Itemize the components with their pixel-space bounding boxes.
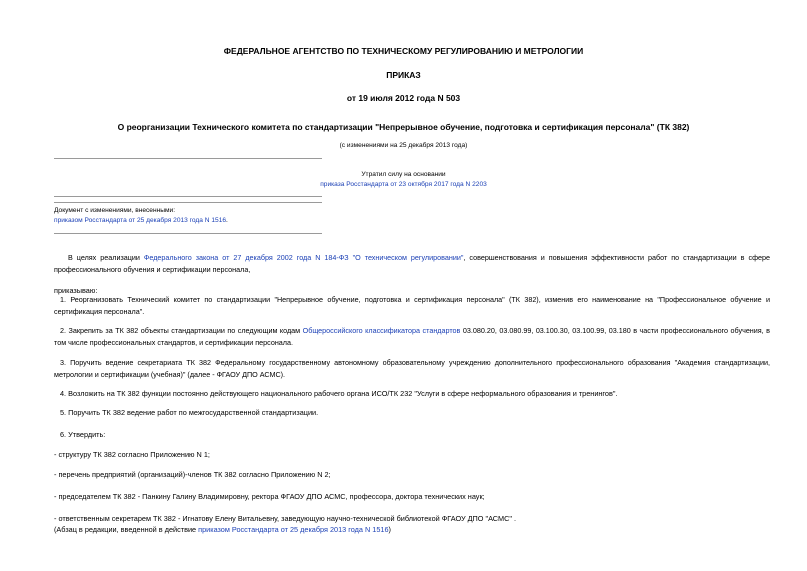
intro-paragraph bbox=[54, 252, 770, 276]
paragraph-6: 6. Утвердить: bbox=[60, 430, 106, 439]
federal-law-link[interactable]: Федерального закона от 27 декабря 2002 года N 184-ФЗ "О техническом регулировании" bbox=[143, 253, 464, 262]
paragraph-1 bbox=[54, 294, 770, 318]
paragraph-1-text: 1. Реорганизовать Технический комитет по стандартизации "Непрерывное обучение, подготовка и сертификация персонала" (ТК 382), изменив его наименование на "Профессиональное обучение и сертификация персонала". bbox=[54, 295, 770, 316]
repeal-order-link[interactable]: приказа Росстандарта от 23 октября 2017 года N 2203 bbox=[320, 181, 487, 188]
divider bbox=[54, 158, 322, 159]
paragraph-2-post: 03.080.20, 03.080.99, 03.100.30, 03.100.99, 03.180 в части профессионального обучения, в том числе профессиональных стандартов, и сертификации персонала. bbox=[54, 326, 770, 347]
bullet-structure: - структуру ТК 382 согласно Приложению N 1; bbox=[54, 450, 210, 459]
order-word: приказываю: bbox=[54, 286, 98, 295]
changes-note-line bbox=[54, 217, 228, 224]
paragraph-3-text: 3. Поручить ведение секретариата ТК 382 Федеральному государственному автономному образовательному учреждению дополнительного профессионального образования "Академия стандартизации, метрологии и сертификации (учебная)" (далее - ФГАОУ ДПО АСМС). bbox=[54, 358, 770, 379]
edit-note-post: ) bbox=[388, 525, 391, 534]
divider bbox=[54, 196, 322, 197]
edit-note-pre: (Абзац в редакции, введенной в действие bbox=[54, 525, 197, 534]
amendments-note: (с изменениями на 25 декабря 2013 года) bbox=[339, 142, 468, 149]
changes-note-label: Документ с изменениями, внесенными: bbox=[54, 207, 176, 214]
paragraph-5: 5. Поручить ТК 382 ведение работ по межгосударственной стандартизации. bbox=[60, 408, 319, 417]
paragraph-4: 4. Возложить на ТК 382 функции постоянно действующего национального рабочего органа ИСО/ТК 232 "Услуги в сфере неформального образования и тренингов". bbox=[60, 389, 618, 398]
edit-note-link[interactable]: приказом Росстандарта от 25 декабря 2013 года N 1516 bbox=[198, 525, 389, 534]
changes-note-end: . bbox=[226, 217, 228, 224]
status-label: Утратил силу на основании bbox=[361, 171, 446, 178]
agency-name: ФЕДЕРАЛЬНОЕ АГЕНТСТВО ПО ТЕХНИЧЕСКОМУ РЕГУЛИРОВАНИЮ И МЕТРОЛОГИИ bbox=[223, 46, 584, 56]
amendment-order-link[interactable]: приказом Росстандарта от 25 декабря 2013 года N 1516 bbox=[54, 217, 227, 224]
bullet-members: - перечень предприятий (организаций)-членов ТК 382 согласно Приложению N 2; bbox=[54, 470, 331, 479]
paragraph-3 bbox=[54, 357, 770, 381]
paragraph-2 bbox=[54, 325, 770, 349]
secretary-edit-note bbox=[54, 525, 391, 534]
divider bbox=[54, 233, 322, 234]
bullet-chairman: - председателем ТК 382 - Панкину Галину Владимировну, ректора ФГАОУ ДПО АСМС, профессора, доктора технических наук; bbox=[54, 492, 485, 501]
classifier-link[interactable]: Общероссийского классификатора стандартов bbox=[302, 326, 461, 335]
paragraph-2-pre: 2. Закрепить за ТК 382 объекты стандартизации по следующим кодам bbox=[60, 326, 301, 335]
bullet-secretary: - ответственным секретарем ТК 382 - Игнатову Елену Витальевну, заведующую научно-технической библиотекой ФГАОУ ДПО "АСМС" . bbox=[54, 514, 516, 523]
intro-post: , совершенствования и повышения эффективности работ по стандартизации в сфере профессионального обучения и сертификации персонала, bbox=[54, 253, 770, 274]
document-title: О реорганизации Технического комитета по стандартизации "Непрерывное обучение, подготовка и сертификация персонала" (ТК 382) bbox=[117, 122, 690, 132]
document-type: ПРИКАЗ bbox=[386, 70, 421, 80]
divider bbox=[54, 202, 322, 203]
document-date-number: от 19 июля 2012 года N 503 bbox=[346, 93, 461, 103]
intro-pre: В целях реализации bbox=[68, 253, 140, 262]
